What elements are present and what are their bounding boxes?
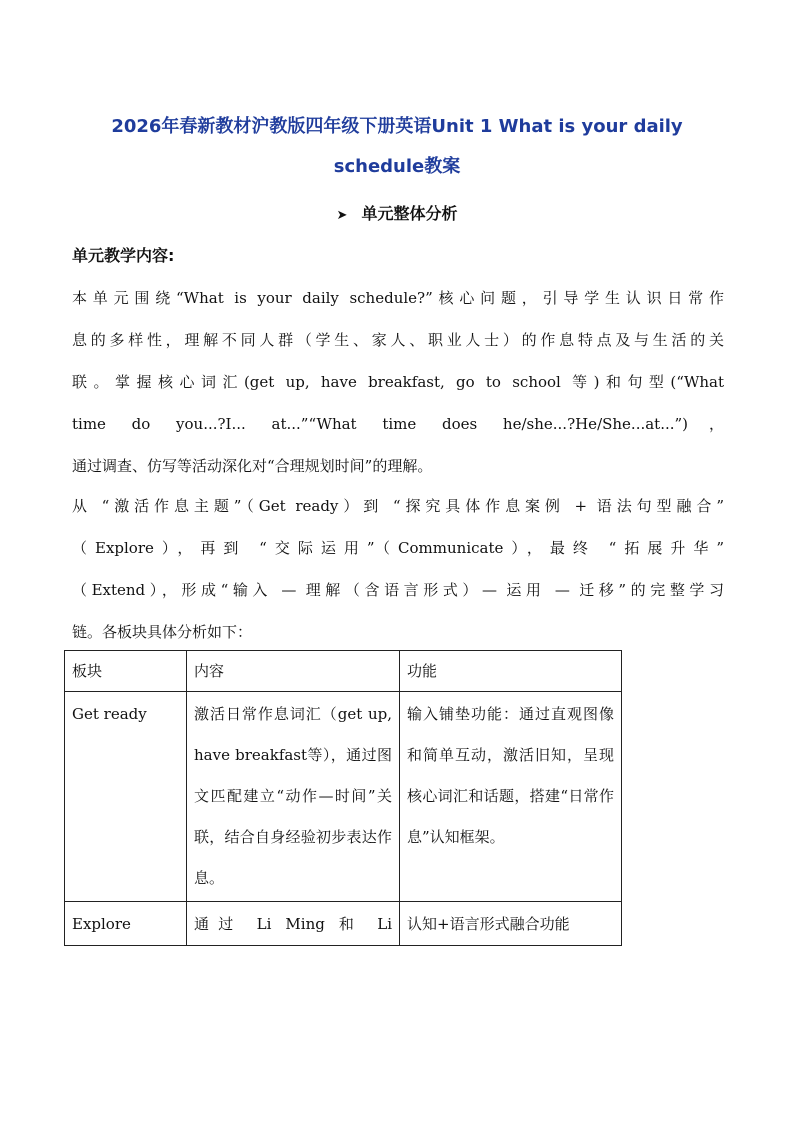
paragraph-line: 息的多样性，理解不同人群（学生、家人、职业人士）的作息特点及与生活的关 bbox=[72, 331, 724, 349]
paragraph-line: 通过调查、仿写等活动深化对“合理规划时间”的理解。 bbox=[72, 457, 433, 475]
header-cell-content: 内容 bbox=[187, 651, 400, 692]
document-title-line-2: schedule教案 bbox=[333, 156, 461, 177]
paragraph-line: 从 “激活作息主题”（Get ready）到 “探究具体作息案例 + 语法句型融合” bbox=[72, 497, 724, 515]
table-row bbox=[65, 692, 622, 902]
table-header-row bbox=[65, 651, 622, 692]
cell-block: Get ready bbox=[65, 692, 187, 902]
paragraph-line: 联。掌握核心词汇(get up, have breakfast, go to school 等)和句型(“What bbox=[72, 373, 724, 391]
cell-function: 输入铺垫功能：通过直观图像和简单互动，激活旧知，呈现核心词汇和话题，搭建“日常作息”认知框架。 bbox=[400, 692, 622, 902]
header-cell-function: 功能 bbox=[400, 651, 622, 692]
paragraph-line: 链。各板块具体分析如下： bbox=[72, 623, 253, 641]
section-heading-text: 单元整体分析 bbox=[361, 204, 458, 223]
paragraph-line: （Explore），再到 “交际运用”（Communicate），最终 “拓展升华” bbox=[72, 539, 724, 557]
cell-content: 通过 Li Ming 和 Li bbox=[187, 902, 400, 946]
paragraph-line: time do you...?I... at...”“What time does he/she...?He/She...at...”)， bbox=[72, 415, 724, 433]
unit-analysis-table bbox=[64, 650, 622, 946]
section-heading bbox=[0, 203, 794, 227]
paragraph-line: （Extend），形成“输入 — 理解（含语言形式）— 运用 — 迁移”的完整学习 bbox=[72, 581, 724, 599]
paragraph-line: 本单元围绕“What is your daily schedule?”核心问题，引导学生认识日常作 bbox=[72, 289, 724, 307]
header-cell-block: 板块 bbox=[65, 651, 187, 692]
cell-function: 认知+语言形式融合功能 bbox=[400, 902, 622, 946]
arrow-bullet-icon: ➤ bbox=[336, 208, 348, 223]
content-heading: 单元教学内容: bbox=[72, 246, 175, 265]
document-title-line-1: 2026年春新教材沪教版四年级下册英语Unit 1 What is your daily bbox=[111, 116, 683, 137]
cell-block: Explore bbox=[65, 902, 187, 946]
table-row bbox=[65, 902, 622, 946]
cell-content: 激活日常作息词汇（get up, have breakfast等），通过图文匹配建立“动作—时间”关联，结合自身经验初步表达作息。 bbox=[187, 692, 400, 902]
